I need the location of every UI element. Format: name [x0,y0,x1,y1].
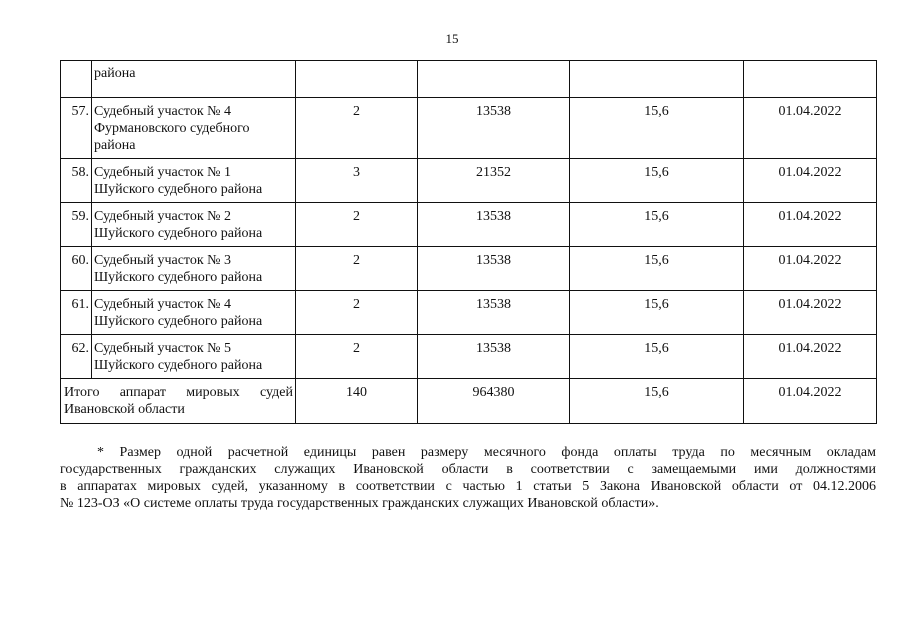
total-coef-value: 15,6 [570,379,744,424]
site-name-line: Судебный участок № 1 [94,165,232,180]
site-name [92,203,296,247]
table-row [61,98,877,159]
date-value: 01.04.2022 [744,159,877,203]
site-name-line: Судебный участок № 5 [94,341,232,356]
coef-value: 15,6 [570,203,744,247]
total-label [61,379,296,424]
units-value: 2 [296,291,418,335]
table-row [61,203,877,247]
site-name-line: Шуйского судебного района [94,182,263,197]
date-value: 01.04.2022 [744,335,877,379]
site-name [92,247,296,291]
site-name-line: Судебный участок № 3 [94,253,232,268]
row-number: 57. [61,98,92,159]
judicial-sites-table [60,60,877,424]
date-value: 01.04.2022 [744,291,877,335]
total-label-line: Ивановской области [64,402,185,417]
site-name-line: Судебный участок № 4 [94,104,232,119]
units-cell [296,61,418,98]
coef-value: 15,6 [570,247,744,291]
site-name-line: Шуйского судебного района [94,314,263,329]
table-total-row [61,379,877,424]
site-name [92,159,296,203]
coef-cell [570,61,744,98]
site-name [92,98,296,159]
coef-value: 15,6 [570,291,744,335]
footnote-line: № 123-ОЗ «О системе оплаты труда государственных гражданских служащих Ивановской области». [60,496,659,511]
total-fund-value: 964380 [418,379,570,424]
units-value: 2 [296,98,418,159]
total-date-value: 01.04.2022 [744,379,877,424]
table-row [61,159,877,203]
row-number: 61. [61,291,92,335]
row-number: 62. [61,335,92,379]
site-name-line: Судебный участок № 2 [94,209,232,224]
table-row [61,291,877,335]
row-number: 59. [61,203,92,247]
date-value: 01.04.2022 [744,247,877,291]
coef-value: 15,6 [570,98,744,159]
coef-value: 15,6 [570,335,744,379]
page-number: 15 [445,31,459,46]
coef-value: 15,6 [570,159,744,203]
site-name-line: Фурмановского судебного [94,121,250,136]
footnote-line: государственных гражданских служащих Ивановской области в соответствии с замещаемыми ими должностями [60,462,876,477]
fund-value: 21352 [418,159,570,203]
fund-cell [418,61,570,98]
units-value: 2 [296,335,418,379]
fund-value: 13538 [418,247,570,291]
fund-value: 13538 [418,203,570,247]
footnote-line: * Размер одной расчетной единицы равен размеру месячного фонда оплаты труда по месячным окладам [97,445,876,460]
date-value: 01.04.2022 [744,203,877,247]
footnote [60,444,876,512]
name-cell: района [92,61,296,98]
table-row-continuation [61,61,877,98]
fund-value: 13538 [418,98,570,159]
units-value: 2 [296,203,418,247]
total-units-value: 140 [296,379,418,424]
site-name [92,335,296,379]
site-name-line: Шуйского судебного района [94,226,263,241]
table-row [61,335,877,379]
footnote-line: в аппаратах мировых судей, указанному в соответствии с частью 1 статьи 5 Закона Ивановской области от 04.12.2006 [60,479,876,494]
num-cell [61,61,92,98]
date-cell [744,61,877,98]
fund-value: 13538 [418,291,570,335]
table-row [61,247,877,291]
date-value: 01.04.2022 [744,98,877,159]
row-number: 60. [61,247,92,291]
units-value: 3 [296,159,418,203]
site-name-line: Шуйского судебного района [94,270,263,285]
fund-value: 13538 [418,335,570,379]
total-label-line: Итого аппарат мировых судей [64,385,293,400]
site-name-line: района [94,138,136,153]
row-number: 58. [61,159,92,203]
site-name [92,291,296,335]
units-value: 2 [296,247,418,291]
site-name-line: Шуйского судебного района [94,358,263,373]
site-name-line: Судебный участок № 4 [94,297,232,312]
